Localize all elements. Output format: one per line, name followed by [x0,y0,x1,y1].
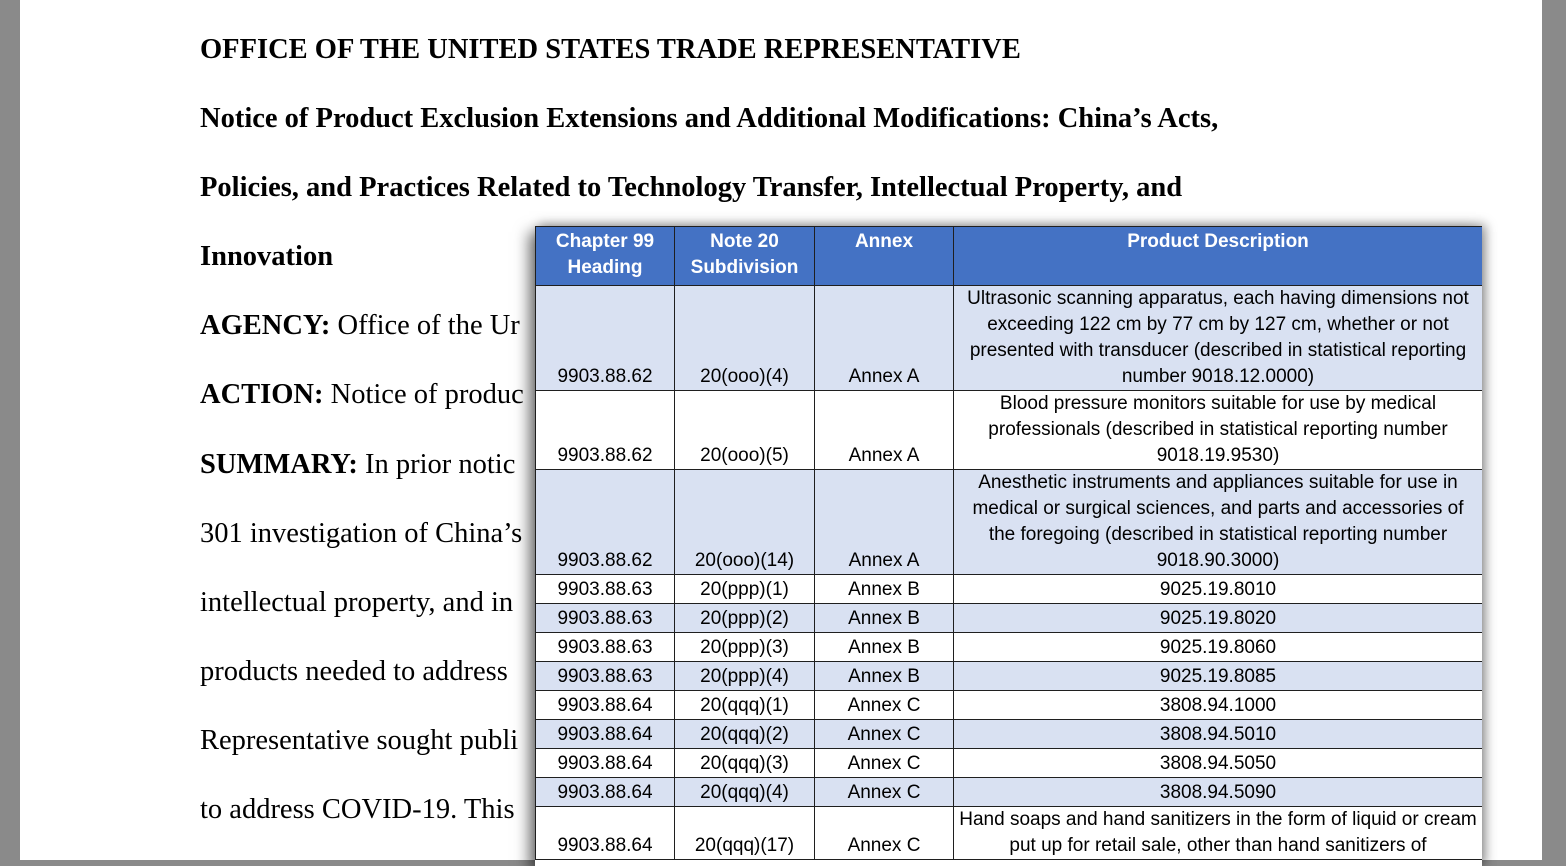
table-row [536,778,1483,807]
cell-heading: 9903.88.64 [536,778,675,807]
cell-heading: 9903.88.64 [536,691,675,720]
cell-description: Anesthetic instruments and appliances suitable for use in medical or surgical sciences, and parts and accessories of the foregoing (described in statistical reporting number 9018.90.3000) [954,470,1483,575]
exclusion-table [535,226,1482,860]
cell-heading: 9903.88.64 [536,749,675,778]
body-line-5: to address COVID-19. This [200,794,515,825]
table-row [536,633,1483,662]
cell-description: Blood pressure monitors suitable for use by medical professionals (described in statistical reporting number 9018.19.9530) [954,391,1483,470]
cell-heading: 9903.88.63 [536,575,675,604]
header-chapter-99-heading: Chapter 99 Heading [536,227,675,286]
table-header-row [536,227,1483,286]
cell-heading: 9903.88.62 [536,470,675,575]
table-row [536,391,1483,470]
table-row [536,604,1483,633]
table-row [536,286,1483,391]
document-heading-line-2: Policies, and Practices Related to Technology Transfer, Intellectual Property, and [200,172,1183,203]
body-line-3: products needed to address [200,656,508,687]
cell-description: 9025.19.8085 [954,662,1483,691]
cell-heading: 9903.88.63 [536,662,675,691]
table-row [536,691,1483,720]
cell-subdivision: 20(ppp)(3) [675,633,815,662]
cell-annex: Annex B [815,633,954,662]
cell-description: 3808.94.1000 [954,691,1483,720]
cell-heading: 9903.88.62 [536,391,675,470]
table-row [536,575,1483,604]
cell-heading: 9903.88.62 [536,286,675,391]
cell-annex: Annex B [815,604,954,633]
cell-heading: 9903.88.63 [536,633,675,662]
cell-description: 9025.19.8060 [954,633,1483,662]
cell-subdivision: 20(qqq)(17) [675,807,815,860]
body-line-1: 301 investigation of China’s [200,518,523,549]
action-line [200,381,524,410]
cell-subdivision: 20(qqq)(1) [675,691,815,720]
header-annex: Annex [815,227,954,286]
document-heading-line-3: Innovation [200,241,334,272]
cell-annex: Annex C [815,749,954,778]
cell-annex: Annex B [815,575,954,604]
summary-text: In prior notic [357,449,516,480]
body-line-4: Representative sought publi [200,725,519,756]
cell-subdivision: 20(qqq)(2) [675,720,815,749]
cell-annex: Annex A [815,391,954,470]
summary-line [200,451,515,480]
cell-subdivision: 20(ppp)(2) [675,604,815,633]
table-row [536,749,1483,778]
cell-subdivision: 20(qqq)(3) [675,749,815,778]
cell-subdivision: 20(ppp)(1) [675,575,815,604]
cell-description: 3808.94.5010 [954,720,1483,749]
cell-description: 3808.94.5050 [954,749,1483,778]
cell-annex: Annex C [815,807,954,860]
exclusion-table-overlay [535,226,1482,866]
cell-description: 9025.19.8020 [954,604,1483,633]
table-row [536,807,1483,860]
cell-annex: Annex A [815,470,954,575]
cell-annex: Annex C [815,691,954,720]
cell-subdivision: 20(ppp)(4) [675,662,815,691]
table-row [536,470,1483,575]
cell-subdivision: 20(ooo)(5) [675,391,815,470]
cell-subdivision: 20(ooo)(14) [675,470,815,575]
document-heading-line-1: Notice of Product Exclusion Extensions and Additional Modifications: China’s Acts, [200,103,1219,134]
cell-annex: Annex A [815,286,954,391]
cell-subdivision: 20(qqq)(4) [675,778,815,807]
agency-line [200,312,520,341]
action-label: ACTION: [200,379,324,410]
header-product-description: Product Description [954,227,1483,286]
document-title: OFFICE OF THE UNITED STATES TRADE REPRESENTATIVE [200,34,1021,65]
summary-label: SUMMARY: [200,449,358,480]
body-line-2: intellectual property, and in [200,587,514,618]
action-text: Notice of produc [323,379,524,410]
table-row [536,662,1483,691]
cell-annex: Annex C [815,720,954,749]
cell-heading: 9903.88.64 [536,720,675,749]
header-note-20-subdivision: Note 20 Subdivision [675,227,815,286]
agency-text: Office of the Ur [330,310,520,341]
cell-heading: 9903.88.64 [536,807,675,860]
cell-description: 3808.94.5090 [954,778,1483,807]
cell-heading: 9903.88.63 [536,604,675,633]
table-row [536,720,1483,749]
cell-description: Hand soaps and hand sanitizers in the form of liquid or cream put up for retail sale, other than hand sanitizers of [954,807,1483,860]
agency-label: AGENCY: [200,310,331,341]
cell-description: Ultrasonic scanning apparatus, each having dimensions not exceeding 122 cm by 77 cm by 127 cm, whether or not presented with transducer (described in statistical reporting number 9018.12.0000) [954,286,1483,391]
cell-description: 9025.19.8010 [954,575,1483,604]
cell-annex: Annex B [815,662,954,691]
cell-subdivision: 20(ooo)(4) [675,286,815,391]
cell-annex: Annex C [815,778,954,807]
